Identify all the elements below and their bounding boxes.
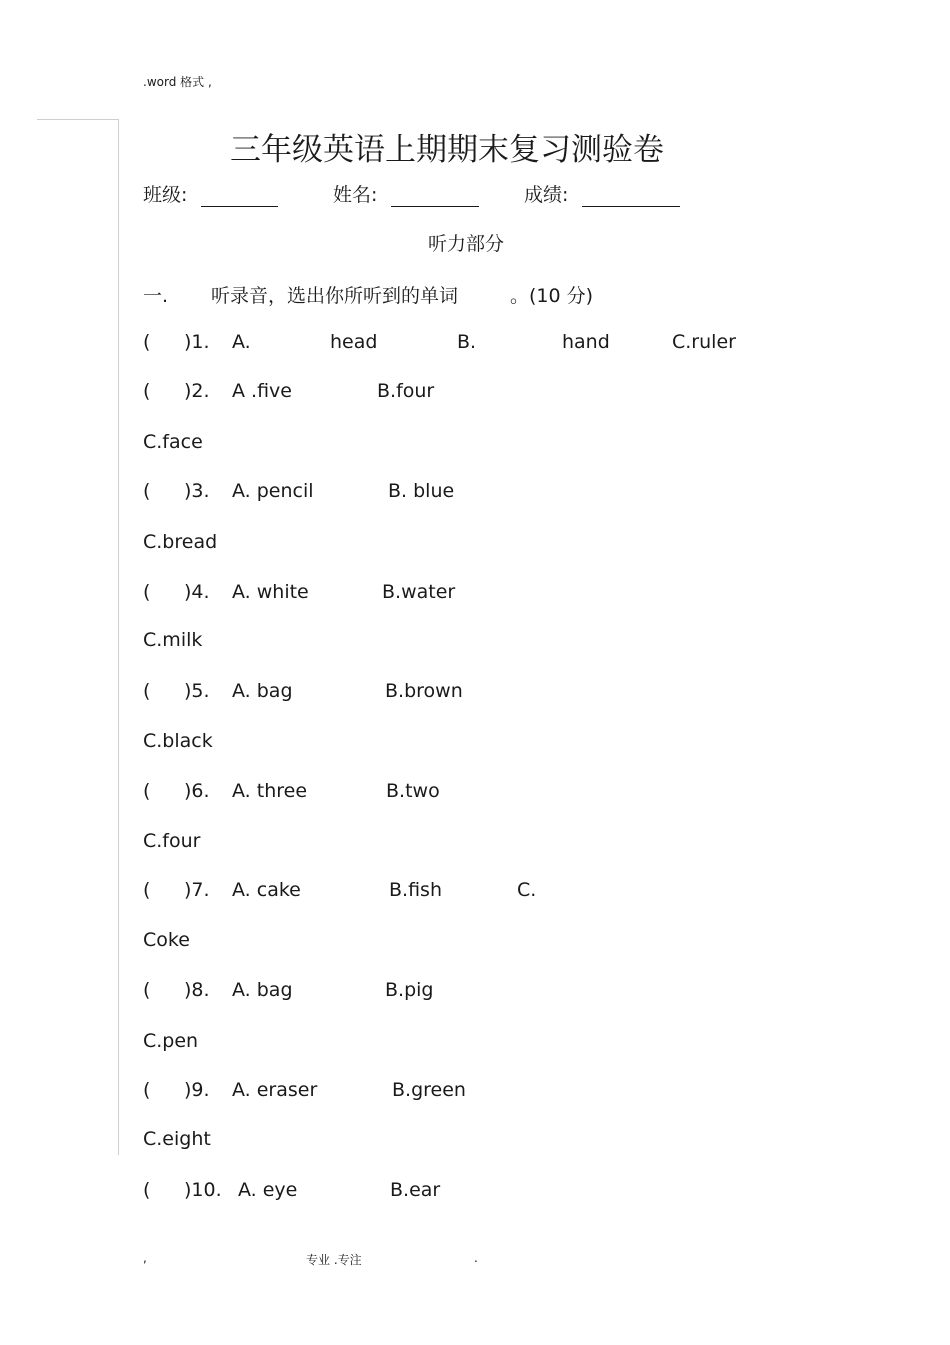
q5-option-c: C.black [143, 730, 213, 752]
q3-number: )3. [184, 480, 210, 502]
q8-option-b: B.pig [385, 979, 434, 1001]
class-blank[interactable] [201, 186, 278, 207]
q9-number: )9. [184, 1079, 210, 1101]
q7-paren[interactable]: ( [143, 879, 151, 901]
class-field [143, 180, 278, 207]
q7-option-b: B.fish [389, 879, 442, 901]
q4-option-b: B.water [382, 581, 456, 603]
q9-paren[interactable]: ( [143, 1079, 151, 1101]
q10-option-b: B.ear [390, 1179, 441, 1201]
q8-option-a: A. bag [232, 979, 293, 1001]
q2-paren[interactable]: ( [143, 380, 151, 402]
score-blank[interactable] [582, 186, 680, 207]
q1-option-a-word: head [330, 331, 378, 353]
q8-option-c: C.pen [143, 1030, 199, 1052]
name-label: 姓名: [333, 184, 378, 206]
instruction-text: 听录音，选出你所听到的单词 [211, 285, 459, 307]
q2-option-b: B.four [377, 380, 435, 402]
q9-option-a: A. eraser [232, 1079, 318, 1101]
q4-option-a: A. white [232, 581, 309, 603]
q6-option-c: C.four [143, 830, 201, 852]
q1-option-c: C.ruler [672, 331, 736, 353]
q1-option-b: B. [457, 331, 477, 353]
q7-option-c-word: Coke [143, 929, 190, 951]
q7-option-c: C. [517, 879, 537, 901]
q9-option-c: C.eight [143, 1128, 211, 1150]
q6-option-b: B.two [386, 780, 440, 802]
margin-vertical-line [118, 119, 119, 1155]
q7-option-a: A. cake [232, 879, 301, 901]
q1-number: )1. [184, 331, 210, 353]
q5-paren[interactable]: ( [143, 680, 151, 702]
score-field [524, 180, 680, 207]
footer-right: . [474, 1251, 478, 1265]
instruction-number: 一. [143, 285, 169, 307]
q8-paren[interactable]: ( [143, 979, 151, 1001]
name-blank[interactable] [391, 186, 479, 207]
q7-number: )7. [184, 879, 210, 901]
score-label: 成绩: [524, 184, 569, 206]
q2-option-c: C.face [143, 431, 203, 453]
q3-option-c: C.bread [143, 531, 218, 553]
footer-left: , [143, 1251, 147, 1265]
name-field [333, 180, 479, 207]
q4-option-c: C.milk [143, 629, 203, 651]
footer-center: 专业 .专注 [306, 1253, 362, 1267]
q3-option-a: A. pencil [232, 480, 314, 502]
q6-option-a: A. three [232, 780, 308, 802]
q2-number: )2. [184, 380, 210, 402]
q5-option-a: A. bag [232, 680, 293, 702]
q9-option-b: B.green [392, 1079, 466, 1101]
q3-option-b: B. blue [388, 480, 455, 502]
margin-horizontal-line [37, 119, 119, 120]
q6-number: )6. [184, 780, 210, 802]
q8-number: )8. [184, 979, 210, 1001]
page-title: 三年级英语上期期末复习测验卷 [230, 132, 664, 168]
q5-option-b: B.brown [385, 680, 463, 702]
header-note: .word 格式 , [143, 75, 212, 89]
q4-paren[interactable]: ( [143, 581, 151, 603]
class-label: 班级: [143, 184, 188, 206]
instruction-score: 。(10 分) [510, 285, 594, 307]
q4-number: )4. [184, 581, 210, 603]
q10-paren[interactable]: ( [143, 1179, 151, 1201]
q6-paren[interactable]: ( [143, 780, 151, 802]
q5-number: )5. [184, 680, 210, 702]
q3-paren[interactable]: ( [143, 480, 151, 502]
q10-option-a: A. eye [238, 1179, 298, 1201]
q1-option-b-word: hand [562, 331, 610, 353]
q1-paren[interactable]: ( [143, 331, 151, 353]
q1-option-a: A. [232, 331, 251, 353]
q2-option-a: A .five [232, 380, 292, 402]
q10-number: )10. [184, 1179, 222, 1201]
section-title: 听力部分 [428, 233, 505, 255]
